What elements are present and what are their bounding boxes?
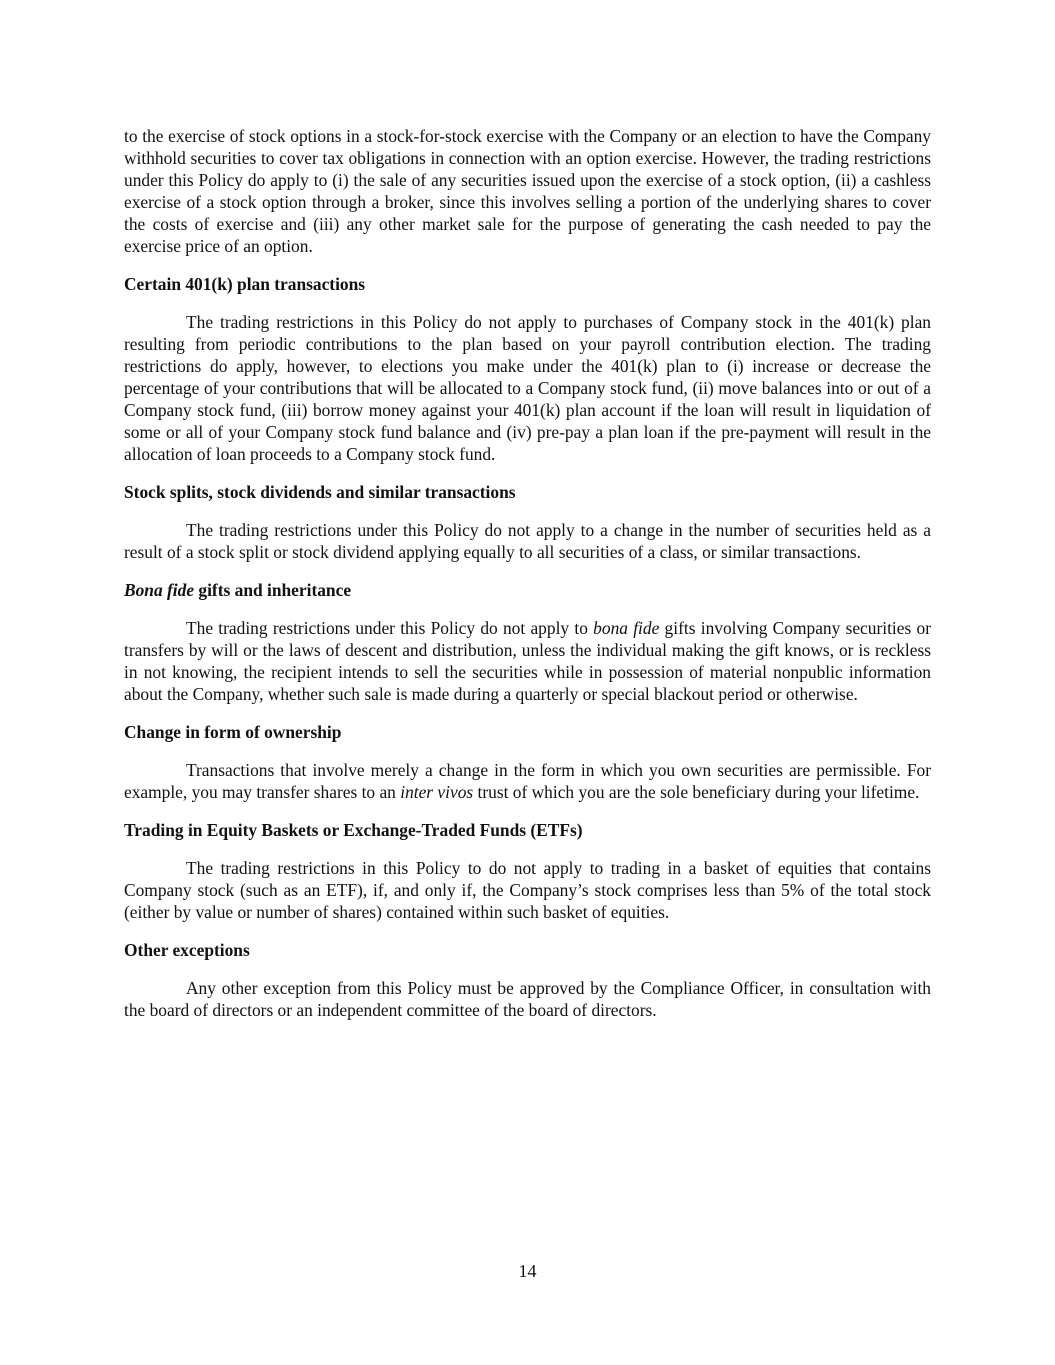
intro-paragraph: to the exercise of stock options in a stock-for-stock exercise with the Company or an election to have the Company withhold securities to cover tax obligations in connection with an option exercise. However, the trading restrictions under this Policy do apply to (i) the sale of any securities issued upon the exercise of a stock option, (ii) a cashless exercise of a stock option through a broker, since this involves selling a portion of the underlying shares to cover the costs of exercise and (iii) any other market sale for the purpose of generating the cash needed to pay the exercise price of an option. (124, 126, 931, 256)
gifts-heading-rest: gifts and inheritance (194, 580, 352, 600)
document-page (124, 125, 931, 1021)
section-body-other-exceptions: Any other exception from this Policy must be approved by the Compliance Officer, in consultation with the board of directors or an independent committee of the board of directors. (124, 978, 931, 1020)
section-body-etfs: The trading restrictions in this Policy to do not apply to trading in a basket of equities that contains Company stock (such as an ETF), if, and only if, the Company’s stock comprises less than 5% of the total stock (either by value or number of shares) contained within such basket of equities. (124, 858, 931, 922)
section-heading-other-exceptions: Other exceptions (124, 940, 250, 960)
section-body-401k: The trading restrictions in this Policy do not apply to purchases of Company stock in the 401(k) plan resulting from periodic contributions to the plan based on your payroll contribution election. The trading restrictions do apply, however, to elections you make under the 401(k) plan to (i) increase or decrease the percentage of your contributions that will be allocated to a Company stock fund, (ii) move balances into or out of a Company stock fund, (iii) borrow money against your 401(k) plan account if the loan will result in liquidation of some or all of your Company stock fund balance and (iv) pre-pay a plan loan if the pre-payment will result in the allocation of loan proceeds to a Company stock fund. (124, 312, 931, 464)
section-heading-etfs: Trading in Equity Baskets or Exchange-Traded Funds (ETFs) (124, 820, 583, 840)
section-heading-ownership: Change in form of ownership (124, 722, 342, 742)
section-heading-gifts (124, 579, 931, 601)
section-body-gifts (124, 617, 931, 705)
gifts-body-part1: The trading restrictions under this Policy do not apply to (186, 618, 594, 638)
section-heading-stock-splits: Stock splits, stock dividends and similar transactions (124, 482, 516, 502)
section-heading-401k: Certain 401(k) plan transactions (124, 274, 366, 294)
ownership-body-part1: Transactions that involve merely a change in the form in which you own securities are permissible. For example, you may transfer shares to an (124, 760, 931, 802)
ownership-body-italic: inter vivos (400, 782, 474, 802)
page-number: 14 (518, 1261, 537, 1281)
gifts-body-italic: bona fide (593, 618, 660, 638)
section-body-ownership (124, 759, 931, 803)
section-body-stock-splits: The trading restrictions under this Policy do not apply to a change in the number of securities held as a result of a stock split or stock dividend applying equally to all securities of a class, or similar transactions. (124, 520, 931, 562)
gifts-body-part2: gifts involving Company securities or transfers by will or the laws of descent and distribution, unless the individual making the gift knows, or is reckless in not knowing, the recipient intends to sell the securities while in possession of material nonpublic information about the Company, whether such sale is made during a quarterly or special blackout period or otherwise. (124, 618, 931, 704)
ownership-body-part2: trust of which you are the sole beneficiary during your lifetime. (473, 782, 920, 802)
gifts-heading-italic: Bona fide (124, 580, 195, 600)
